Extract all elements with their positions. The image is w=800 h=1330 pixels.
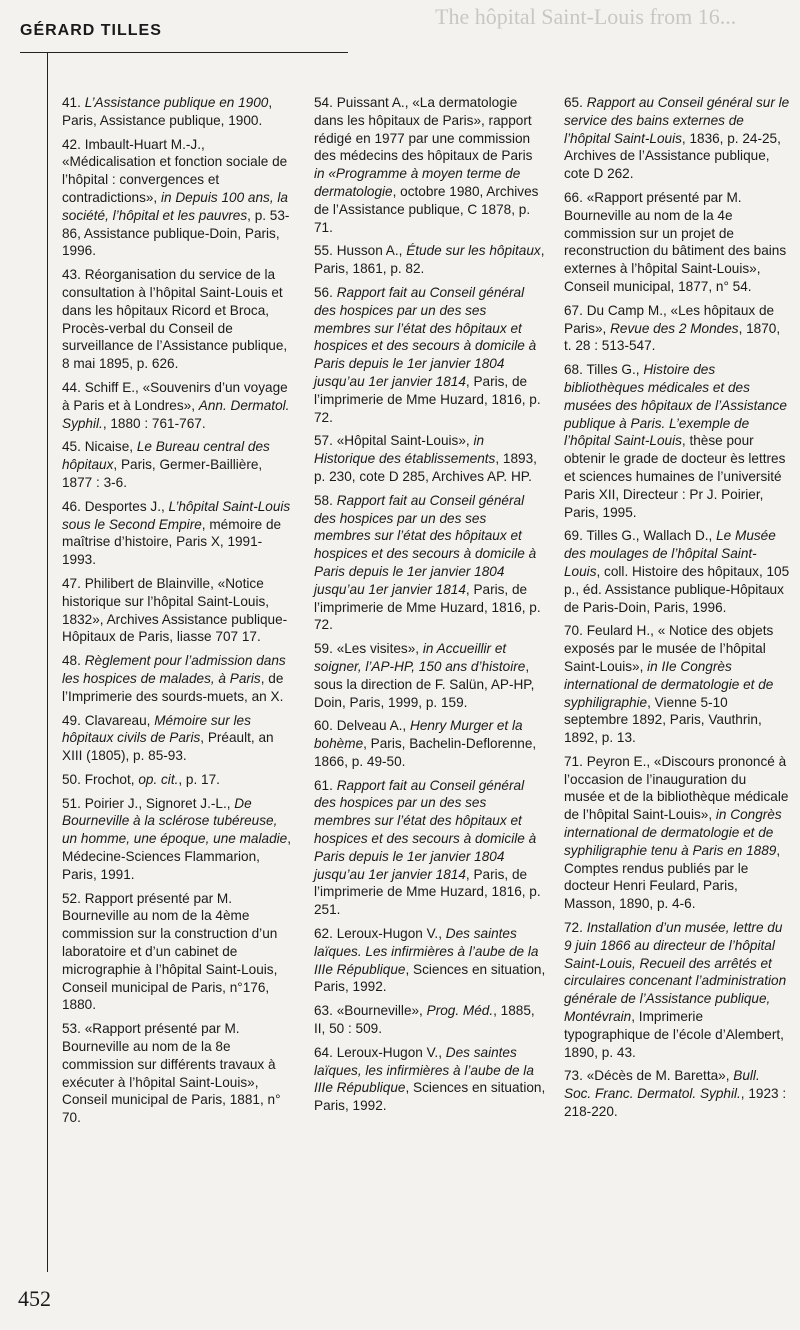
note-number: 53: [62, 1021, 78, 1037]
note-number: 59: [314, 641, 330, 657]
note-number-punct: .: [579, 753, 587, 769]
note-text: Leroux-Hugon V.,: [336, 1044, 446, 1060]
note-title: Installation d’un musée, lettre du 9 juin 1866 au directeur de l’hôpital Saint-Louis, Recueil des arrêtés et circulaires concenant l’administration générale de l’Assistance publique, Montévrain: [564, 920, 787, 1025]
note-entry: [314, 640, 546, 711]
notes-column-1: [62, 94, 294, 1133]
note-title: De Bourneville à la sclérose tubéreuse, un homme, une époque, une maladie: [62, 795, 288, 847]
note-text: , Sciences en situation, Paris, 1992.: [314, 961, 546, 995]
note-number-punct: .: [329, 718, 337, 734]
note-title: op. cit.: [138, 771, 179, 787]
note-text: , mémoire de maîtrise d’histoire, Paris X, 1991-1993.: [62, 516, 282, 568]
note-text: «Décès de M. Baretta»,: [586, 1068, 734, 1084]
note-text: , Paris, de l’imprimerie de Mme Huzard, 1816, p. 72.: [314, 373, 541, 425]
note-title: in Depuis 100 ans, la société, l’hôpital et les pauvres: [62, 189, 288, 223]
note-title: Des saintes laïques, les infirmières à l’aube de la IIIe République: [314, 1044, 534, 1096]
note-text: , Paris, Germer-Baillière, 1877 : 3-6.: [62, 457, 263, 490]
note-entry: [314, 717, 546, 770]
note-text: Imbault-Huart M.-J., «Médicalisation et fonction sociale de l’hôpital : convergences et contradictions»,: [62, 136, 288, 205]
note-text: , Paris, Assistance publique, 1900.: [62, 95, 273, 128]
notes-column-3: [564, 94, 790, 1127]
note-number: 51: [62, 795, 78, 811]
note-number: 62: [314, 926, 330, 942]
note-text: , Préault, an XIII (1805), p. 85-93.: [62, 730, 274, 764]
note-text: , octobre 1980, Archives de l’Assistance publique, C 1878, p. 71.: [314, 183, 539, 235]
note-text: , 1893, p. 230, cote D 285, Archives AP. HP.: [314, 451, 537, 484]
note-entry: [564, 527, 790, 616]
note-number: 48: [62, 653, 78, 669]
note-text: , Comptes rendus publiés par le docteur Henri Feulard, Paris, Masson, 1890, p. 4-6.: [564, 842, 781, 912]
note-text: «Rapport présenté par M. Bourneville au nom de la 8e commission sur différents travaux à exécuter à l’hôpital Saint-Louis», Conseil municipal de Paris, 1881, n° 70.: [62, 1021, 281, 1126]
note-number: 71: [564, 753, 580, 769]
note-title: Ann. Dermatol. Syphil.: [62, 397, 290, 431]
note-title: Prog. Méd.: [426, 1003, 494, 1019]
note-entry: [314, 284, 546, 426]
note-number-punct: .: [329, 284, 337, 300]
note-text: , Sciences en situation, Paris, 1992.: [314, 1080, 546, 1114]
note-number: 72: [564, 920, 580, 936]
note-title: Règlement pour l’admission dans les hospices de malades, à Paris: [62, 653, 286, 686]
note-entry: [62, 94, 294, 130]
note-entry: [314, 432, 546, 485]
note-text: , 1880 : 761-767.: [102, 415, 206, 431]
note-number-punct: .: [329, 492, 337, 508]
note-text: Tilles G., Wallach D.,: [586, 528, 717, 544]
note-text: Philibert de Blainville, «Notice historique sur l’hôpital Saint-Louis, 1832», Archives Assistance publique-Hôpitaux de Paris, liasse 707 17.: [62, 575, 288, 645]
note-number-punct: .: [77, 653, 85, 669]
note-text: , coll. Histoire des hôpitaux, 105 p., éd. Assistance publique-Hôpitaux de Paris-Doin, Paris, 1996.: [564, 563, 790, 615]
note-number: 52: [62, 890, 78, 906]
note-number: 45: [62, 439, 78, 455]
note-number-punct: .: [579, 528, 587, 544]
note-number-punct: .: [329, 641, 337, 657]
note-text: , Imprimerie typographique de l’école d’Alembert, 1890, p. 43.: [564, 1009, 784, 1060]
note-number-punct: .: [579, 302, 587, 318]
note-entry: [564, 1067, 790, 1120]
note-text: , 1923 : 218-220.: [564, 1086, 787, 1120]
note-title: in Accueillir et soigner, l’AP-HP, 150 ans d’histoire: [314, 641, 526, 674]
note-number: 47: [62, 575, 78, 591]
note-number-punct: .: [579, 920, 587, 936]
note-entry: [564, 302, 790, 355]
note-title: Étude sur les hôpitaux: [406, 243, 541, 259]
note-text: , Paris, de l’imprimerie de Mme Huzard, 1816, p. 72.: [314, 581, 541, 633]
note-text: Tilles G.,: [586, 362, 644, 378]
note-entry: [314, 925, 546, 996]
note-number: 55: [314, 243, 330, 259]
note-text: Feulard H., « Notice des objets exposés par le musée de l’hôpital Saint-Louis»,: [564, 623, 774, 674]
note-number-punct: .: [329, 777, 337, 793]
note-title: Rapport fait au Conseil général des hospices par un des ses membres sur l’état des hôpitaux et hospices et des secours à domicile à Paris depuis le 1er janvier 1804 jusqu’au 1er janvier 1814: [314, 777, 537, 882]
note-title: Histoire des bibliothèques médicales et des musées des hôpitaux de l’Assistance publique à Paris. L’exemple de l’hôpital Saint-Louis: [564, 362, 787, 449]
note-text: Rapport présenté par M. Bourneville au nom de la 4ème commission sur la construction d’un laboratoire et d’un cabinet de micrographie à l’hôpital Saint-Louis, Conseil municipal de Paris, n°176, 1880.: [62, 890, 278, 1013]
note-text: , Médecine-Sciences Flammarion, Paris, 1991.: [62, 831, 291, 882]
note-entry: [62, 379, 294, 432]
note-text: , p. 53-86, Assistance publique-Doin, Paris, 1996.: [62, 207, 290, 259]
note-title: in IIe Congrès international de dermatologie et de syphiligraphie: [564, 658, 774, 710]
note-number: 64: [314, 1044, 330, 1060]
note-title: in Historique des établissements: [314, 433, 496, 467]
note-text: Poirier J., Signoret J.-L.,: [84, 795, 235, 811]
note-text: Peyron E., «Discours prononcé à l’occasion de l’inauguration du musée et de la bibliothèque médicale de l’hôpital Saint-Louis»,: [564, 753, 789, 823]
note-number: 66: [564, 189, 580, 205]
note-text: , 1885, II, 50 : 509.: [314, 1003, 535, 1037]
page-number: 452: [18, 1286, 51, 1311]
note-text: , de l’Imprimerie des sourds-muets, an X.: [62, 670, 284, 704]
note-text: Leroux-Hugon V.,: [336, 926, 446, 942]
note-entry: [62, 136, 294, 261]
note-entry: [62, 771, 294, 789]
note-entry: [314, 492, 546, 634]
note-text: Du Camp M., «Les hôpitaux de Paris»,: [564, 302, 775, 336]
note-text: «Rapport présenté par M. Bourneville au nom de la 4e commission sur un projet de reconstruction du bâtiment des bains externes à l’hôpital Saint-Louis», Conseil municipal, 1877, n° 54.: [564, 189, 787, 294]
note-entry: [564, 361, 790, 521]
note-text: «Les visites»,: [336, 641, 423, 657]
note-number-punct: .: [579, 623, 587, 639]
note-title: L’hôpital Saint-Louis sous le Second Empire: [62, 498, 291, 532]
note-entry: [564, 622, 790, 747]
note-number-punct: .: [77, 379, 85, 395]
note-number-punct: .: [77, 795, 85, 811]
note-entry: [314, 777, 546, 919]
note-number-punct: .: [77, 575, 85, 591]
note-number: 70: [564, 623, 580, 639]
running-head-author: GÉRARD TILLES: [20, 22, 162, 39]
note-number-punct: .: [329, 926, 337, 942]
note-number-punct: .: [77, 1021, 85, 1037]
note-number: 73: [564, 1068, 580, 1084]
note-text: Husson A.,: [336, 243, 407, 259]
note-number: 63: [314, 1003, 330, 1019]
margin-rule: [47, 52, 48, 1272]
note-entry: [62, 890, 294, 1015]
note-number: 50: [62, 771, 78, 787]
note-number-punct: .: [329, 1003, 337, 1019]
note-number-punct: .: [329, 1044, 337, 1060]
note-number-punct: .: [329, 95, 337, 110]
note-entry: [62, 575, 294, 646]
note-text: , p. 17.: [178, 771, 220, 787]
note-number-punct: .: [77, 439, 85, 455]
note-number: 54: [314, 95, 330, 110]
note-text: Clavareau,: [84, 712, 155, 728]
note-text: «Hôpital Saint-Louis»,: [336, 433, 474, 449]
note-number: 61: [314, 777, 330, 793]
note-number-punct: .: [77, 136, 85, 152]
note-text: Frochot,: [84, 771, 139, 787]
note-text: , Vienne 5-10 septembre 1892, Paris, Vauthrin, 1892, p. 13.: [564, 694, 762, 746]
note-entry: [564, 189, 790, 296]
note-number-punct: .: [77, 267, 85, 283]
note-text: «Bourneville»,: [336, 1003, 427, 1019]
note-number-punct: .: [579, 1068, 587, 1084]
note-number: 67: [564, 302, 580, 318]
note-number: 42: [62, 136, 78, 152]
note-number: 68: [564, 362, 580, 378]
note-text: , Paris, 1861, p. 82.: [314, 243, 545, 277]
note-text: Puissant A., «La dermatologie dans les hôpitaux de Paris», rapport rédigé en 1977 par une commission des médecins des hôpitaux de Paris: [314, 95, 533, 164]
note-number: 49: [62, 712, 78, 728]
note-text: , Paris, de l’imprimerie de Mme Huzard, 1816, p. 251.: [314, 866, 541, 918]
note-title: in Congrès international de dermatologie et de syphiligraphie tenu à Paris en 1889: [564, 807, 782, 858]
note-title: Revue des 2 Mondes: [610, 320, 739, 336]
note-number-punct: .: [579, 362, 587, 378]
note-title: Rapport fait au Conseil général des hospices par un des ses membres sur l’état des hôpitaux et hospices et des secours à domicile à Paris depuis le 1er janvier 1804 jusqu’au 1er janvier 1814: [314, 492, 537, 597]
note-title: L’Assistance publique en 1900: [84, 95, 269, 110]
notes-column-2: [314, 94, 546, 1121]
note-number: 43: [62, 267, 78, 283]
note-entry: [62, 1020, 294, 1127]
note-text: Desportes J.,: [84, 498, 169, 514]
note-title: Le Bureau central des hôpitaux: [62, 439, 270, 473]
note-number-punct: .: [579, 189, 587, 205]
note-text: Delveau A.,: [336, 718, 410, 734]
note-entry: [314, 94, 546, 236]
note-number-punct: .: [77, 890, 85, 906]
note-text: , thèse pour obtenir le grade de docteur ès lettres et sciences humaines de l’université Paris XII, Directeur : Pr J. Poirier, Paris, 1995.: [564, 433, 786, 520]
note-text: , 1870, t. 28 : 513-547.: [564, 320, 781, 354]
note-text: , 1836, p. 24-25, Archives de l’Assistance publique, cote D 262.: [564, 130, 781, 182]
note-title: in «Programme à moyen terme de dermatologie: [314, 166, 521, 199]
note-entry: [314, 1044, 546, 1115]
note-number: 44: [62, 379, 78, 395]
note-title: Rapport fait au Conseil général des hospices par un des ses membres sur l’état des hôpitaux et hospices et des secours à domicile à Paris depuis le 1er janvier 1804 jusqu’au 1er janvier 1814: [314, 284, 537, 389]
note-number-punct: .: [77, 712, 85, 728]
note-number: 56: [314, 284, 330, 300]
note-entry: [62, 712, 294, 765]
note-number: 65: [564, 95, 580, 110]
note-entry: [564, 94, 790, 183]
note-number-punct: .: [579, 95, 587, 110]
note-number-punct: .: [77, 498, 85, 514]
note-number: 60: [314, 718, 330, 734]
note-entry: [564, 753, 790, 913]
note-text: Réorganisation du service de la consultation à l’hôpital Saint-Louis et dans les hôpitaux Ricord et Broca, Procès-verbal du Conseil de surveillance de l’Assistance publique, 8 mai 1895, p. 626.: [62, 267, 288, 372]
note-number-punct: .: [77, 95, 85, 110]
note-text: Schiff E., «Souvenirs d’un voyage à Paris et à Londres»,: [62, 379, 288, 413]
note-number: 41: [62, 95, 78, 110]
note-title: Henry Murger et la bohème: [314, 718, 523, 752]
note-text: Nicaise,: [84, 439, 137, 455]
note-title: Bull. Soc. Franc. Dermatol. Syphil.: [564, 1068, 760, 1102]
note-entry: [314, 1002, 546, 1038]
note-number: 46: [62, 498, 78, 514]
note-entry: [62, 498, 294, 569]
note-entry: [62, 795, 294, 884]
note-title: Rapport au Conseil général sur le service des bains externes de l’hôpital Saint-Louis: [564, 95, 790, 146]
ghost-running-title: The hôpital Saint-Louis from 16...: [435, 4, 737, 29]
note-entry: [62, 438, 294, 491]
header-rule: [20, 52, 348, 53]
note-text: , Paris, Bachelin-Deflorenne, 1866, p. 49-50.: [314, 736, 537, 769]
note-title: Des saintes laïques. Les infirmières à l’aube de la IIIe République: [314, 926, 539, 977]
note-title: Le Musée des moulages de l’hôpital Saint-Louis: [564, 528, 776, 579]
note-number: 57: [314, 433, 330, 449]
note-entry: [62, 652, 294, 705]
note-number: 69: [564, 528, 580, 544]
note-title: Mémoire sur les hôpitaux civils de Paris: [62, 712, 251, 746]
note-entry: [314, 242, 546, 278]
note-number-punct: .: [329, 433, 337, 449]
note-number-punct: .: [77, 771, 85, 787]
note-number: 58: [314, 492, 330, 508]
note-entry: [62, 266, 294, 373]
note-number-punct: .: [329, 243, 337, 259]
note-entry: [564, 919, 790, 1061]
note-text: , sous la direction de F. Salün, AP-HP, Doin, Paris, 1999, p. 159.: [314, 658, 535, 710]
